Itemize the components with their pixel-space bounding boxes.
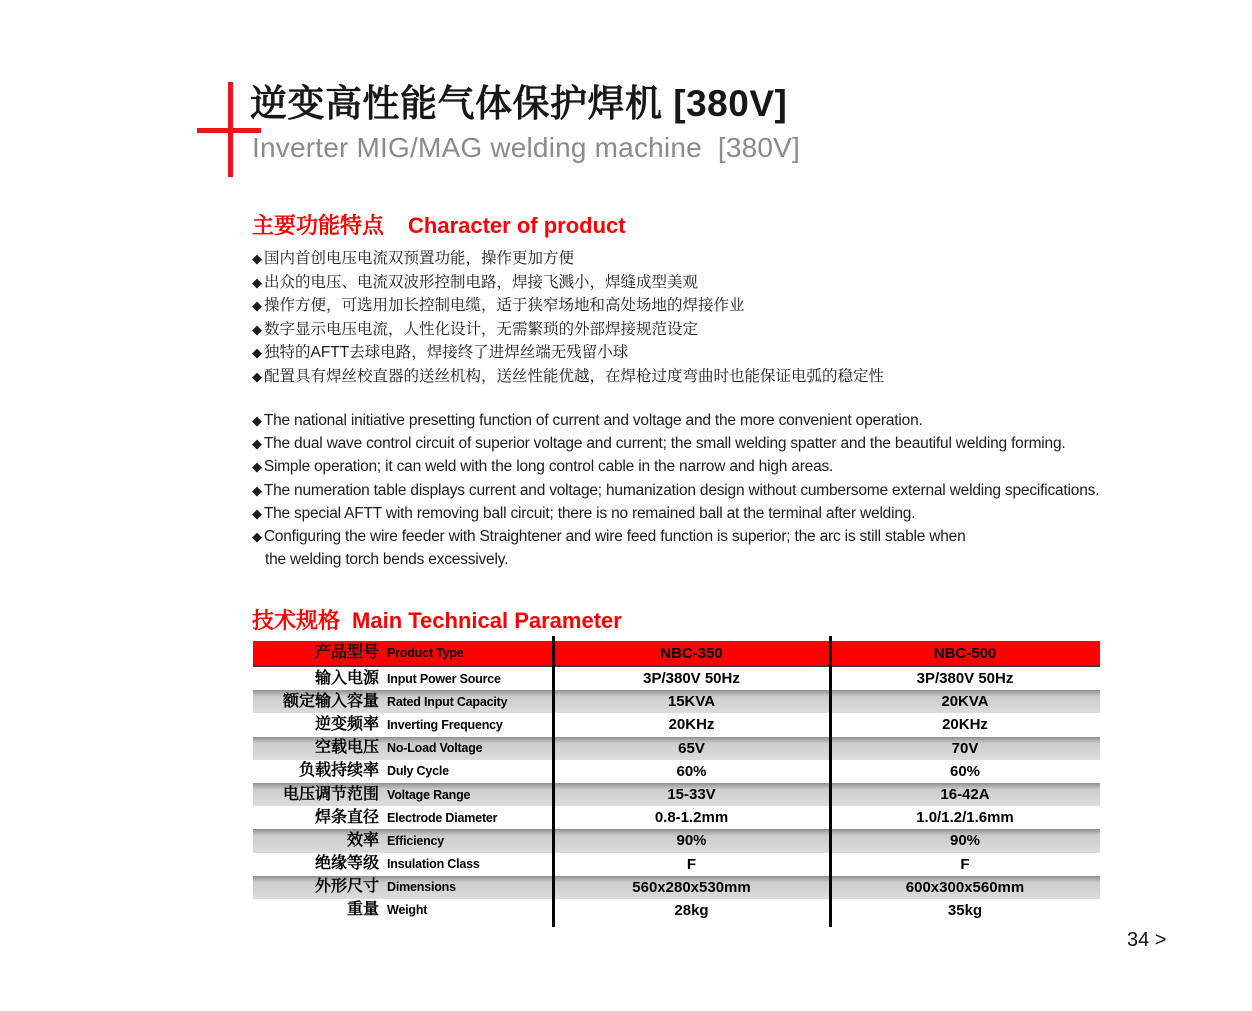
bullet-diamond-icon: ◆ <box>252 251 262 266</box>
param-cell <box>253 902 553 918</box>
param-label-zh: 空载电压 <box>314 739 379 757</box>
value-nbc350: 560x280x530mm <box>632 878 751 896</box>
feature-item-text: the welding torch bends excessively. <box>265 551 509 569</box>
param-cell <box>253 694 553 710</box>
feature-item-text: The dual wave control circuit of superior voltage and current; the small welding spatter and the beautiful welding forming. <box>263 435 1066 453</box>
column-divider-1 <box>552 636 555 927</box>
feature-item-text: 国内首创电压电流双预置功能，操作更加方便 <box>264 250 575 267</box>
column-divider-2 <box>829 636 832 927</box>
features-heading-en: Character of product <box>408 213 626 238</box>
feature-item-en <box>252 432 1099 455</box>
param-label-en: Insulation Class <box>387 857 480 872</box>
value-nbc500: 3P/380V 50Hz <box>916 670 1014 688</box>
param-cell <box>253 717 553 733</box>
param-cell <box>253 833 553 849</box>
param-cell <box>253 671 553 687</box>
bullet-diamond-icon: ◆ <box>252 368 262 384</box>
param-cell <box>253 763 553 779</box>
feature-item-zh <box>252 341 884 365</box>
param-cell <box>253 740 553 756</box>
value-nbc350: F <box>686 855 697 873</box>
table-row <box>253 737 1100 760</box>
value-nbc500: 16-42A <box>940 786 990 804</box>
feature-item-text: The special AFTT with removing ball circuit; there is no remained ball at the terminal after welding. <box>263 504 916 522</box>
param-label-en: Input Power Source <box>387 671 501 686</box>
param-label-zh: 外形尺寸 <box>314 878 379 896</box>
table-row <box>253 806 1100 829</box>
table-row <box>253 899 1100 922</box>
table-row <box>253 713 1100 736</box>
param-cell <box>253 787 553 803</box>
bullet-diamond-icon: ◆ <box>252 298 262 313</box>
param-label-en: Weight <box>387 903 428 918</box>
features-heading-zh: 主要功能特点 <box>252 213 385 238</box>
header-param-cell <box>253 645 553 661</box>
value-nbc350: 15-33V <box>667 786 716 804</box>
param-label-zh: 额定输入容量 <box>282 692 379 710</box>
bullet-diamond-icon: ◆ <box>252 274 262 290</box>
table-row <box>253 667 1100 690</box>
feature-item-en <box>252 502 1099 525</box>
spec-table-header-row <box>253 641 1100 667</box>
value-nbc500: 60% <box>949 762 981 780</box>
param-label-en: No-Load Voltage <box>387 741 483 756</box>
value-nbc500: 35kg <box>947 901 983 919</box>
value-nbc500: 20KHz <box>942 716 988 734</box>
table-row <box>253 690 1100 713</box>
feature-item-zh <box>252 271 884 295</box>
table-row <box>253 853 1100 876</box>
bullet-diamond-icon: ◆ <box>252 345 262 360</box>
param-label-en: Voltage Range <box>387 787 471 802</box>
param-label-zh: 输入电源 <box>314 669 379 687</box>
features-section-heading <box>252 209 626 240</box>
value-nbc500: 90% <box>949 832 981 850</box>
param-label-zh: 电压调节范围 <box>282 785 379 803</box>
feature-item-text: Simple operation; it can weld with the long control cable in the narrow and high areas. <box>263 458 834 476</box>
value-nbc500: 70V <box>951 739 979 757</box>
page-number: 34 > <box>1127 929 1167 951</box>
param-label-en: Efficiency <box>387 833 445 848</box>
page-title-zh: 逆变高性能气体保护焊机 [380V] <box>250 83 788 124</box>
feature-item-text: The numeration table displays current and voltage; humanization design without cumbersome external welding specifications. <box>263 481 1100 499</box>
header-model-nbc350: NBC-350 <box>660 644 723 662</box>
spec-table <box>253 641 1100 922</box>
param-cell <box>253 879 553 895</box>
table-row <box>253 829 1100 852</box>
feature-item-zh <box>252 318 884 342</box>
features-list-zh <box>252 247 884 388</box>
param-label-en: Inverting Frequency <box>387 717 503 732</box>
bullet-diamond-icon: ◆ <box>252 321 262 337</box>
value-nbc500: 20KVA <box>941 693 989 711</box>
bullet-diamond-icon: ◆ <box>252 436 262 452</box>
param-label-zh: 焊条直径 <box>314 808 379 826</box>
features-list-en <box>252 409 1099 571</box>
header-param-label-en: Product Type <box>387 646 464 660</box>
value-nbc350: 3P/380V 50Hz <box>643 670 740 688</box>
specs-heading-zh: 技术规格 <box>252 608 341 633</box>
value-nbc350: 20KHz <box>668 716 715 734</box>
feature-item-en <box>252 479 1099 502</box>
page-title-en: Inverter MIG/MAG welding machine [380V] <box>252 132 800 163</box>
feature-item-en <box>252 455 1099 478</box>
param-label-en: Rated Input Capacity <box>387 694 508 709</box>
table-row <box>253 876 1100 899</box>
value-nbc350: 15KVA <box>667 693 716 711</box>
feature-item-text: 操作方便，可选用加长控制电缆，适于狭窄场地和高处场地的焊接作业 <box>264 297 745 314</box>
feature-item-text: 配置具有焊丝校直器的送丝机构，送丝性能优越，在焊枪过度弯曲时也能保证电弧的稳定性 <box>264 367 885 385</box>
value-nbc350: 65V <box>678 739 705 757</box>
table-row <box>253 760 1100 783</box>
table-row <box>253 783 1100 806</box>
feature-item-zh <box>252 365 884 389</box>
param-cell <box>253 810 553 826</box>
param-label-en: Duly Cycle <box>387 764 449 779</box>
param-label-en: Dimensions <box>387 880 456 895</box>
param-label-zh: 绝缘等级 <box>314 855 379 873</box>
value-nbc500: 1.0/1.2/1.6mm <box>916 809 1014 827</box>
bullet-diamond-icon: ◆ <box>252 459 262 475</box>
value-nbc350: 60% <box>676 762 707 780</box>
param-label-en: Electrode Diameter <box>387 810 498 825</box>
value-nbc350: 28kg <box>674 901 709 919</box>
header-model-nbc500: NBC-500 <box>933 644 997 662</box>
feature-item-text: Configuring the wire feeder with Straightener and wire feed function is superior; the arc is still stable when <box>263 528 966 546</box>
value-nbc350: 90% <box>676 832 707 850</box>
param-label-zh: 逆变频率 <box>314 715 379 733</box>
bullet-diamond-icon: ◆ <box>252 505 262 521</box>
param-label-zh: 负载持续率 <box>298 762 379 780</box>
bullet-diamond-icon: ◆ <box>252 529 262 545</box>
feature-item-zh <box>252 294 884 318</box>
specs-heading-en: Main Technical Parameter <box>352 608 622 633</box>
specs-section-heading <box>252 604 622 635</box>
bullet-diamond-icon: ◆ <box>252 482 262 498</box>
feature-item-en <box>252 525 1099 548</box>
header-param-label-zh: 产品型号 <box>314 644 379 661</box>
value-nbc350: 0.8-1.2mm <box>654 809 729 827</box>
param-label-zh: 效率 <box>346 831 379 849</box>
feature-item-text: 出众的电压、电流双波形控制电路，焊接飞溅小，焊缝成型美观 <box>264 273 699 291</box>
spec-table-body <box>253 667 1100 922</box>
bullet-diamond-icon: ◆ <box>252 413 262 428</box>
feature-item-text: 独特的AFTT去球电路，焊接终了进焊丝端无残留小球 <box>264 344 629 361</box>
value-nbc500: 600x300x560mm <box>905 878 1025 896</box>
feature-item-en <box>252 409 1099 432</box>
feature-item-text: The national initiative presetting function of current and voltage and the more convenient operation. <box>263 412 923 429</box>
value-nbc500: F <box>960 855 970 873</box>
feature-item-text: 数字显示电压电流，人性化设计，无需繁琐的外部焊接规范设定 <box>264 320 699 338</box>
param-cell <box>253 856 553 872</box>
param-label-zh: 重量 <box>346 901 379 919</box>
feature-item-zh <box>252 247 884 271</box>
feature-item-en <box>252 548 1099 571</box>
